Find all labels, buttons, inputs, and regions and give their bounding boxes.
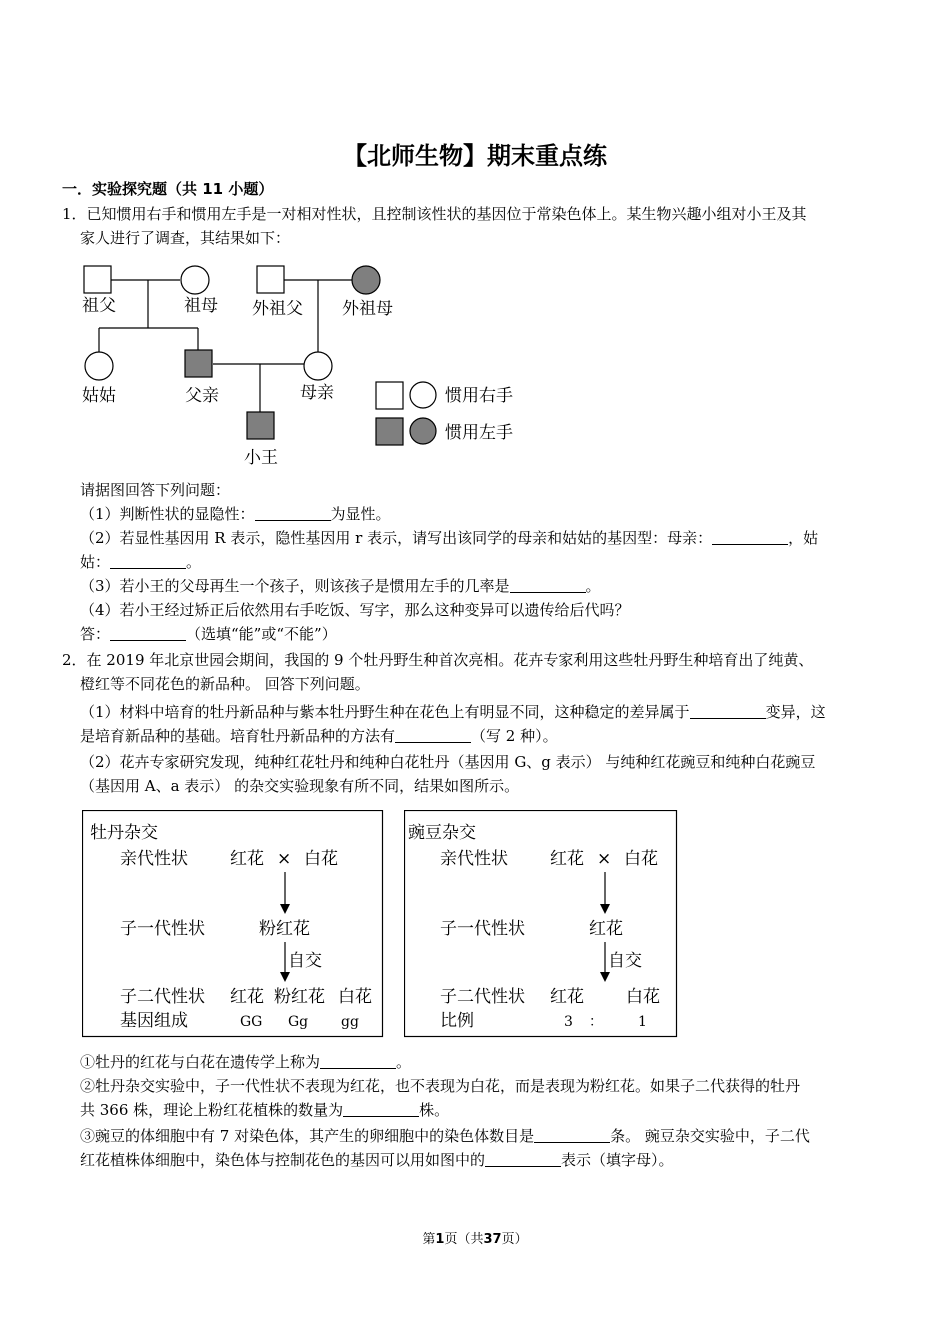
peony-geno-Gg: Gg xyxy=(288,1014,309,1030)
q1-prompt: 请据图回答下列问题： xyxy=(80,481,231,499)
q1-blank-3[interactable] xyxy=(510,576,586,593)
label-xiaowang: 小王 xyxy=(244,448,278,468)
pea-ratio-colon: ： xyxy=(589,1014,603,1030)
q2-c3-text: ③豌豆的体细胞中有 7 对染色体，其产生的卵细胞中的染色体数目是 xyxy=(80,1127,535,1145)
father-square xyxy=(185,350,212,377)
legend-right-circle xyxy=(410,382,436,408)
grandfather-square xyxy=(84,266,111,293)
q2-c3-cont xyxy=(80,1148,674,1172)
q2-c3-mid: 条。 豌豆杂交实验中，子二代 xyxy=(610,1127,810,1145)
peony-parent-red: 红花 xyxy=(230,849,264,869)
peony-geno-GG: GG xyxy=(240,1014,263,1030)
q2-c3-end: 表示（填字母）。 xyxy=(561,1151,674,1169)
pea-ratio-label: 比例 xyxy=(440,1011,474,1031)
label-aunt: 姑姑 xyxy=(82,386,116,406)
pea-f2-red: 红花 xyxy=(550,987,584,1007)
q1-sub3 xyxy=(80,574,601,598)
q2-c2a: ②牡丹杂交实验中，子一代性状不表现为红花，也不表现为白花，而是表现为粉红花。如果子二代获得的牡丹 xyxy=(80,1077,801,1095)
legend-left-circle xyxy=(410,418,436,444)
q2-p1-mid: 变异，这 xyxy=(765,703,826,721)
section-heading: 一．实验探究题（共 11 小题） xyxy=(62,180,274,198)
q2-blank-c1[interactable] xyxy=(320,1052,396,1069)
q2-c1 xyxy=(80,1050,411,1074)
q2-c2-end: 株。 xyxy=(419,1101,450,1119)
peony-parent-white: 白花 xyxy=(304,849,338,869)
q2-p1-end: （写 2 种）。 xyxy=(471,727,558,745)
peony-f2-white: 白花 xyxy=(338,987,372,1007)
peony-f2-red: 红花 xyxy=(230,987,264,1007)
peony-selfing: 自交 xyxy=(288,951,322,971)
peony-geno-label: 基因组成 xyxy=(120,1011,188,1031)
q1-sub1-text: （1）判断性状的显隐性： xyxy=(80,505,255,523)
peony-cross-symbol: × xyxy=(277,849,292,869)
grandmother-circle xyxy=(181,266,209,294)
mother-circle xyxy=(304,352,332,380)
q2-blank-c3b[interactable] xyxy=(485,1150,561,1167)
legend-left-square xyxy=(376,418,403,445)
q1-blank-1[interactable] xyxy=(255,504,331,521)
q2-p2a: （2）花卉专家研究发现，纯种红花牡丹和纯种白花牡丹（基因用 G、g 表示） 与纯种红花豌豆和纯种白花豌豆 xyxy=(80,753,816,771)
page-title: 【北师生物】期末重点练 xyxy=(343,142,607,170)
footer-pre: 第 xyxy=(422,1232,436,1247)
q1-line2: 家人进行了调查，其结果如下： xyxy=(80,229,291,247)
legend-right-label: 惯用右手 xyxy=(445,386,513,406)
q1-sub3-text: （3）若小王的父母再生一个孩子，则该孩子是惯用左手的几率是 xyxy=(80,577,510,595)
pea-f1-label: 子一代性状 xyxy=(440,919,525,939)
q1-sub3-end: 。 xyxy=(585,577,601,595)
q1-sub2-aunt: 姑： xyxy=(80,553,111,571)
pea-parent-white: 白花 xyxy=(624,849,658,869)
pea-title: 豌豆杂交 xyxy=(408,823,476,843)
q2-blank-c3[interactable] xyxy=(534,1126,610,1143)
footer-total-pages: 37 xyxy=(483,1232,502,1247)
peony-f1-label: 子一代性状 xyxy=(120,919,205,939)
q1-sub1-end: 为显性。 xyxy=(330,505,391,523)
pea-ratio-3: 3 xyxy=(564,1014,573,1030)
q2-c1-end: 。 xyxy=(396,1053,412,1071)
mat-grandmother-circle xyxy=(352,266,380,294)
footer-post: 页） xyxy=(501,1232,528,1247)
aunt-circle xyxy=(85,352,113,380)
q1-blank-aunt[interactable] xyxy=(110,552,186,569)
mat-grandfather-square xyxy=(257,266,284,293)
q1-line1: 1．已知惯用右手和惯用左手是一对相对性状，且控制该性状的基因位于常染色体上。某生物兴趣小组对小王及其 xyxy=(62,205,807,223)
pea-parent-label: 亲代性状 xyxy=(440,849,508,869)
pea-selfing: 自交 xyxy=(608,951,642,971)
pedigree-chart xyxy=(70,258,540,473)
q2-p1-cont xyxy=(80,724,558,748)
q1-sub2-end: 。 xyxy=(186,553,202,571)
peony-f2-pink: 粉红花 xyxy=(274,987,325,1007)
label-grandfather: 祖父 xyxy=(82,296,116,316)
q2-blank-2[interactable] xyxy=(395,726,471,743)
q2-c3 xyxy=(80,1124,810,1148)
peony-cross-diagram xyxy=(82,810,384,1038)
legend-right-square xyxy=(376,382,403,409)
q1-blank-mother[interactable] xyxy=(712,528,788,545)
q1-sub2-text: （2）若显性基因用 R 表示，隐性基因用 r 表示，请写出该同学的母亲和姑姑的基因型：母亲： xyxy=(80,529,713,547)
xiaowang-square xyxy=(247,412,274,439)
q2-blank-1[interactable] xyxy=(690,702,766,719)
pea-f2-white: 白花 xyxy=(626,987,660,1007)
peony-geno-gg: gg xyxy=(341,1014,359,1030)
q2-line1: 2．在 2019 年北京世园会期间，我国的 9 个牡丹野生种首次亮相。花卉专家利用这些牡丹野生种培育出了纯黄、 xyxy=(62,651,814,669)
footer-mid: 页（共 xyxy=(444,1232,484,1247)
peony-parent-label: 亲代性状 xyxy=(120,849,188,869)
q2-c3c-text: 红花植株体细胞中，染色体与控制花色的基因可以用如图中的 xyxy=(80,1151,486,1169)
q2-p1c-text: 是培育新品种的基础。培育牡丹新品种的方法有 xyxy=(80,727,396,745)
label-father: 父亲 xyxy=(185,386,219,406)
pea-parent-red: 红花 xyxy=(550,849,584,869)
q2-c2b-text: 共 366 株，理论上粉红花植株的数量为 xyxy=(80,1101,344,1119)
pea-f2-label: 子二代性状 xyxy=(440,987,525,1007)
q1-blank-4[interactable] xyxy=(110,624,186,641)
label-mat-grandfather: 外祖父 xyxy=(252,299,303,319)
peony-f1: 粉红花 xyxy=(259,919,310,939)
q1-sub4: （4）若小王经过矫正后依然用右手吃饭、写字，那么这种变异可以遗传给后代吗？ xyxy=(80,601,630,619)
q1-sub4-ans-label: 答： xyxy=(80,625,111,643)
peony-title: 牡丹杂交 xyxy=(90,823,158,843)
q1-sub2 xyxy=(80,526,818,550)
label-mat-grandmother: 外祖母 xyxy=(342,299,393,319)
q2-blank-c2[interactable] xyxy=(343,1100,419,1117)
pea-ratio-1: 1 xyxy=(638,1014,647,1030)
q2-p2b: （基因用 A、a 表示） 的杂交实验现象有所不同，结果如图所示。 xyxy=(80,777,520,795)
q2-line2: 橙红等不同花色的新品种。 回答下列问题。 xyxy=(80,675,370,693)
label-grandmother: 祖母 xyxy=(184,296,218,316)
q1-sub2-mid: ，姑 xyxy=(788,529,819,547)
legend-left-label: 惯用左手 xyxy=(445,423,513,443)
pea-cross-diagram xyxy=(404,810,678,1038)
q2-p1-text: （1）材料中培育的牡丹新品种与紫本牡丹野生种在花色上有明显不同，这种稳定的差异属于 xyxy=(80,703,690,721)
q1-sub2-cont xyxy=(80,550,201,574)
q1-sub1 xyxy=(80,502,391,526)
page-footer xyxy=(0,1228,950,1247)
q2-p1 xyxy=(80,700,826,724)
q1-sub4-answer xyxy=(80,622,337,646)
pea-f1: 红花 xyxy=(589,919,623,939)
peony-f2-label: 子二代性状 xyxy=(120,987,205,1007)
q2-c1-text: ①牡丹的红花与白花在遗传学上称为 xyxy=(80,1053,321,1071)
q1-sub4-end: （选填“能”或“不能”） xyxy=(186,625,337,643)
footer-page-number: 1 xyxy=(435,1232,445,1247)
label-mother: 母亲 xyxy=(300,383,334,403)
q2-c2b xyxy=(80,1098,449,1122)
pea-cross-symbol: × xyxy=(597,849,612,869)
